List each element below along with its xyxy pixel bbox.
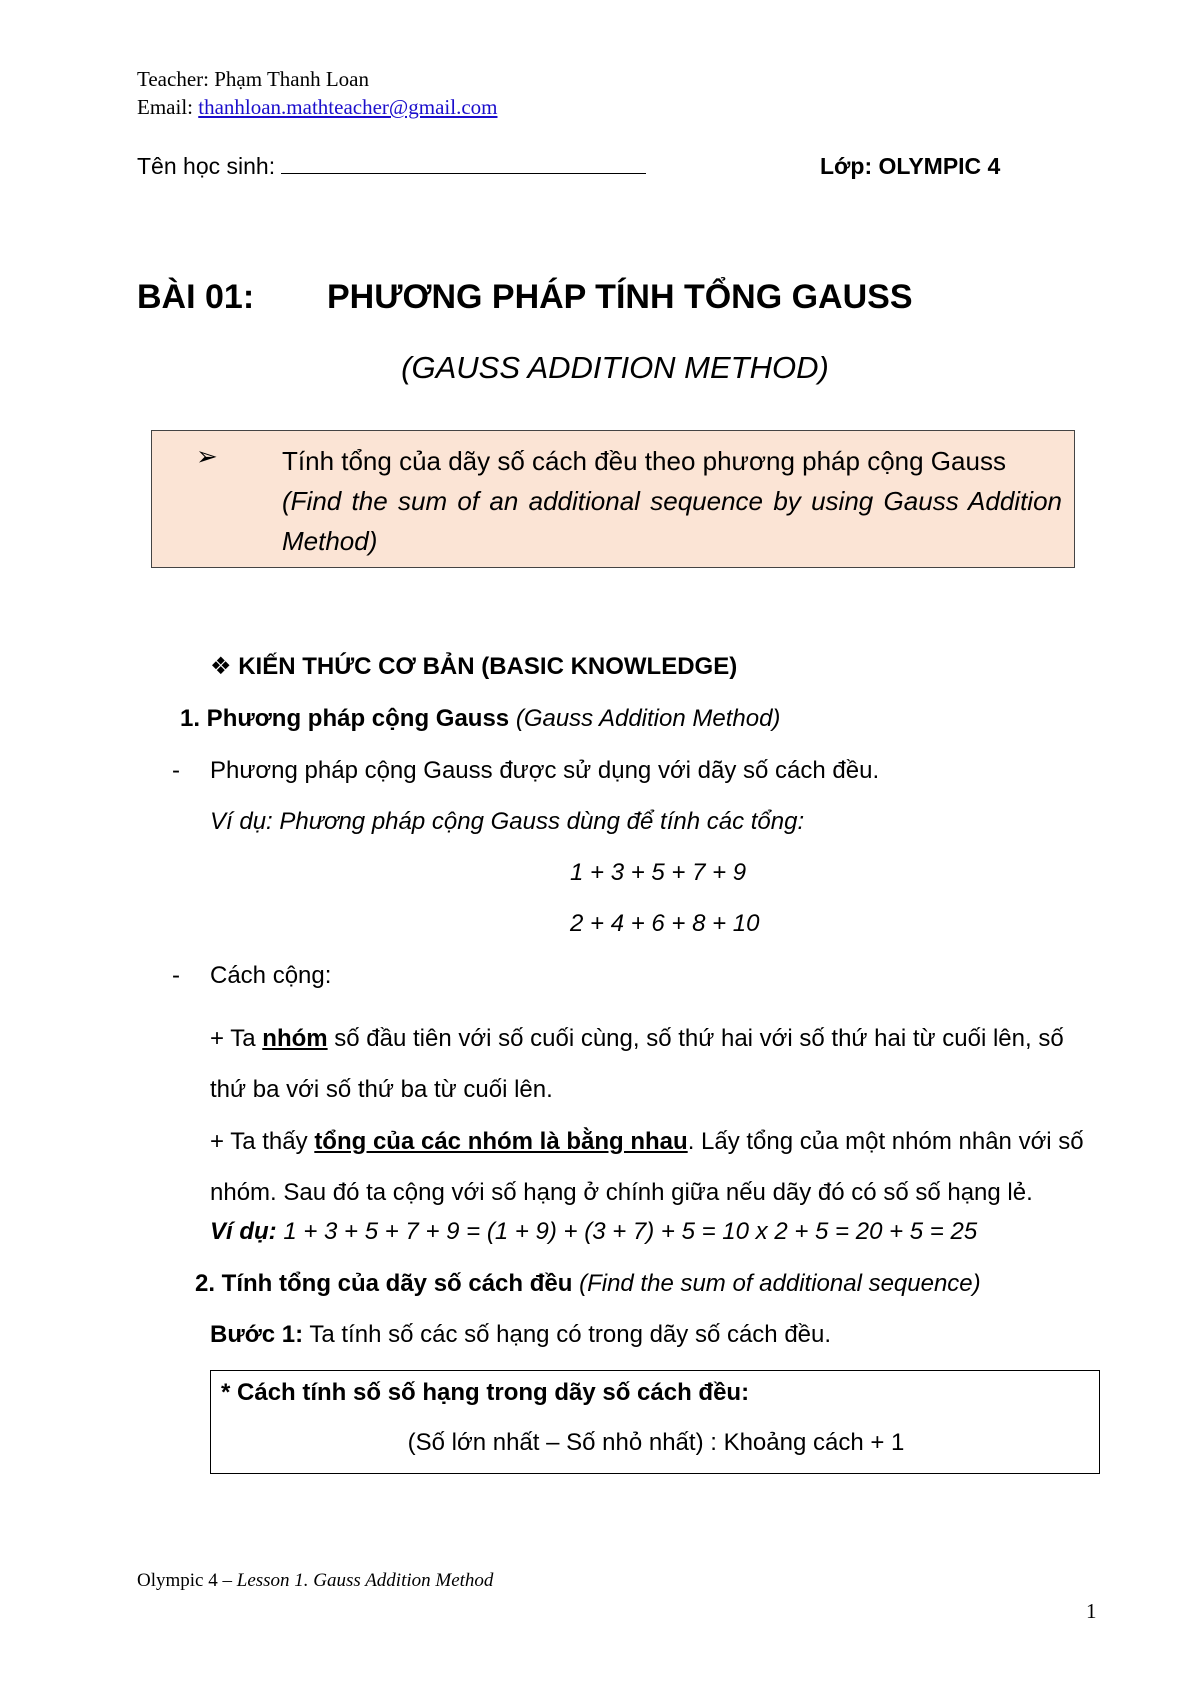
section-heading-text: KIẾN THỨC CƠ BẢN (BASIC KNOWLEDGE) [238,653,738,680]
email-link[interactable]: thanhloan.mathteacher@gmail.com [198,95,498,119]
student-name-blank [281,153,646,174]
class-label: Lớp: OLYMPIC 4 [820,153,1001,179]
list-item: Cách cộng: [210,962,332,989]
example-sequence-1: 1 + 3 + 5 + 7 + 9 [570,859,747,886]
email-line [137,94,497,120]
objective-vi: Tính tổng của dãy số cách đều theo phương pháp cộng Gauss [282,446,1006,476]
subsection-1-title: 1. Phương pháp cộng Gauss (Gauss Addition Method) [180,705,781,732]
lesson-title: PHƯƠNG PHÁP TÍNH TỔNG GAUSS [327,278,913,316]
subsection-2-title: 2. Tính tổng của dãy số cách đều (Find the sum of additional sequence) [195,1270,981,1297]
formula-box [210,1370,1100,1474]
formula-title: * Cách tính số số hạng trong dãy số cách đều: [221,1379,750,1406]
page-number: 1 [1086,1599,1097,1623]
emphasis-term: nhóm [262,1025,328,1052]
objective-text [282,441,1062,561]
lesson-number: BÀI 01: [137,278,255,316]
list-item: Phương pháp cộng Gauss được sử dụng với dãy số cách đều. [210,757,880,784]
teacher-line [137,66,369,92]
student-name-line [137,153,646,180]
method-paragraph-1: + Ta nhóm số đầu tiên với số cuối cùng, số thứ hai với số thứ hai từ cuối lên, số thứ ba với số thứ ba từ cuối lên. [210,1025,1064,1103]
objective-en: (Find the sum of an additional sequence by using Gauss Addition Method) [282,486,1062,556]
lesson-subtitle: (GAUSS ADDITION METHOD) [401,350,829,385]
arrow-bullet-icon: ➢ [196,441,218,471]
page-footer: Olympic 4 – Lesson 1. Gauss Addition Method [137,1570,494,1591]
dash-bullet: - [172,757,180,784]
diamond-bullet-icon: ❖ [210,653,232,680]
teacher-name: Phạm Thanh Loan [214,67,369,91]
teacher-label: Teacher: [137,67,209,91]
student-name-label: Tên học sinh: [137,153,276,179]
method-paragraph-2: + Ta thấy tổng của các nhóm là bằng nhau. Lấy tổng của một nhóm nhân với số nhóm. Sau đó ta cộng với số hạng ở chính giữa nếu dãy đó có số số hạng lẻ. [210,1128,1084,1206]
worked-example: Ví dụ: 1 + 3 + 5 + 7 + 9 = (1 + 9) + (3 + 7) + 5 = 10 x 2 + 5 = 20 + 5 = 25 [210,1218,978,1245]
example-intro: Ví dụ: Phương pháp cộng Gauss dùng để tính các tổng: [210,808,805,835]
dash-bullet: - [172,962,180,989]
objective-box [151,430,1075,568]
formula-text: (Số lớn nhất – Số nhỏ nhất) : Khoảng cách + 1 [407,1429,905,1456]
email-label: Email: [137,95,193,119]
section-heading [210,652,737,681]
step-1: Bước 1: Ta tính số các số hạng có trong dãy số cách đều. [210,1321,832,1348]
emphasis-phrase: tổng của các nhóm là bằng nhau [314,1128,688,1155]
example-sequence-2: 2 + 4 + 6 + 8 + 10 [570,910,760,937]
